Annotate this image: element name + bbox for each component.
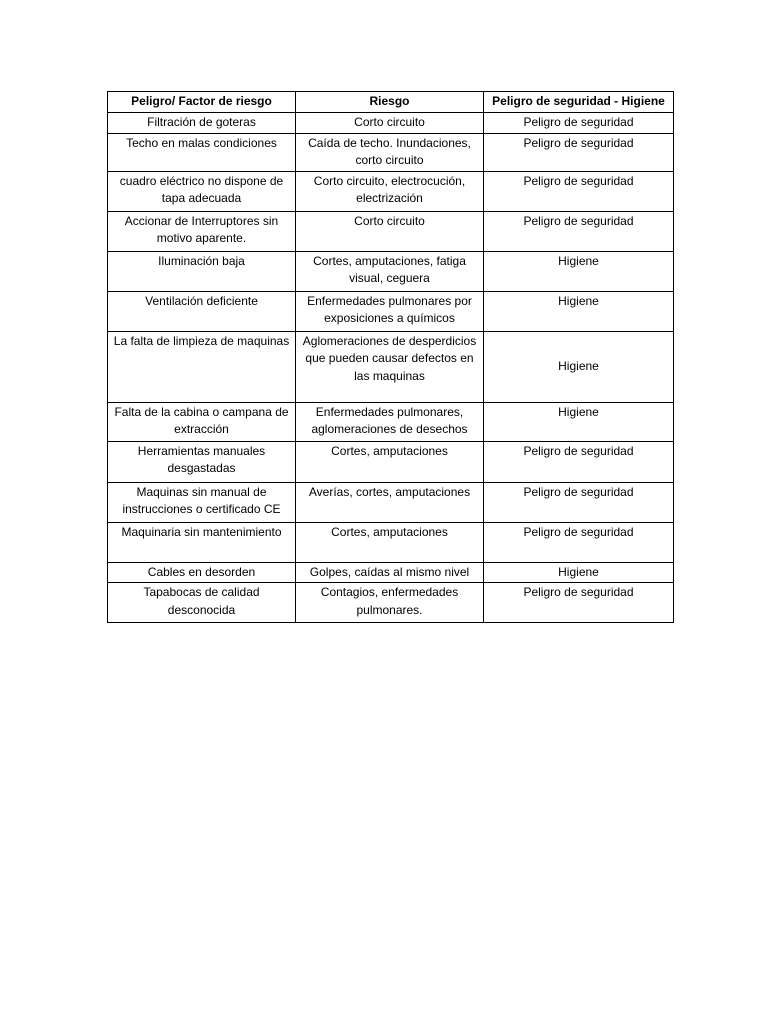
hazard-cell: Accionar de Interruptores sin motivo aparente. [108, 211, 296, 251]
category-cell: Peligro de seguridad [484, 522, 674, 562]
hazard-cell: Iluminación baja [108, 251, 296, 291]
category-cell: Peligro de seguridad [484, 211, 674, 251]
risk-cell: Averías, cortes, amputaciones [296, 482, 484, 522]
category-cell: Peligro de seguridad [484, 441, 674, 482]
category-cell: Higiene [484, 331, 674, 402]
hazard-cell: La falta de limpieza de maquinas [108, 331, 296, 402]
category-cell: Higiene [484, 291, 674, 331]
risk-cell: Caída de techo. Inundaciones, corto circuito [296, 133, 484, 171]
table-row [108, 291, 674, 331]
category-cell: Peligro de seguridad [484, 583, 674, 623]
hazard-cell: Tapabocas de calidad desconocida [108, 583, 296, 623]
risk-cell: Cortes, amputaciones, fatiga visual, ceguera [296, 251, 484, 291]
risk-cell: Corto circuito [296, 211, 484, 251]
risk-cell: Aglomeraciones de desperdicios que pueden causar defectos en las maquinas [296, 331, 484, 402]
category-cell: Higiene [484, 251, 674, 291]
table-row [108, 331, 674, 402]
risk-cell: Golpes, caídas al mismo nivel [296, 562, 484, 583]
table-header-row [108, 92, 674, 113]
table-row [108, 482, 674, 522]
category-cell: Peligro de seguridad [484, 171, 674, 211]
table-row [108, 171, 674, 211]
table-row [108, 211, 674, 251]
table-row [108, 522, 674, 562]
hazard-cell: Maquinas sin manual de instrucciones o certificado CE [108, 482, 296, 522]
table-row [108, 251, 674, 291]
hazard-cell: Herramientas manuales desgastadas [108, 441, 296, 482]
table-row [108, 583, 674, 623]
risk-cell: Cortes, amputaciones [296, 522, 484, 562]
risk-cell: Cortes, amputaciones [296, 441, 484, 482]
table-row [108, 441, 674, 482]
header-category: Peligro de seguridad - Higiene [484, 92, 674, 113]
header-risk: Riesgo [296, 92, 484, 113]
category-cell: Higiene [484, 402, 674, 441]
table-row [108, 133, 674, 171]
risk-cell: Enfermedades pulmonares por exposiciones a químicos [296, 291, 484, 331]
risk-cell: Corto circuito [296, 113, 484, 134]
hazard-cell: Ventilación deficiente [108, 291, 296, 331]
table-row [108, 562, 674, 583]
category-cell: Peligro de seguridad [484, 482, 674, 522]
category-cell: Peligro de seguridad [484, 133, 674, 171]
category-cell: Higiene [484, 562, 674, 583]
risk-table [107, 91, 674, 623]
risk-cell: Contagios, enfermedades pulmonares. [296, 583, 484, 623]
risk-cell: Corto circuito, electrocución, electrización [296, 171, 484, 211]
hazard-cell: Filtración de goteras [108, 113, 296, 134]
table-row [108, 402, 674, 441]
hazard-cell: cuadro eléctrico no dispone de tapa adecuada [108, 171, 296, 211]
hazard-cell: Maquinaria sin mantenimiento [108, 522, 296, 562]
hazard-cell: Falta de la cabina o campana de extracción [108, 402, 296, 441]
risk-cell: Enfermedades pulmonares, aglomeraciones de desechos [296, 402, 484, 441]
header-hazard: Peligro/ Factor de riesgo [108, 92, 296, 113]
table-row [108, 113, 674, 134]
category-cell: Peligro de seguridad [484, 113, 674, 134]
hazard-cell: Techo en malas condiciones [108, 133, 296, 171]
hazard-cell: Cables en desorden [108, 562, 296, 583]
